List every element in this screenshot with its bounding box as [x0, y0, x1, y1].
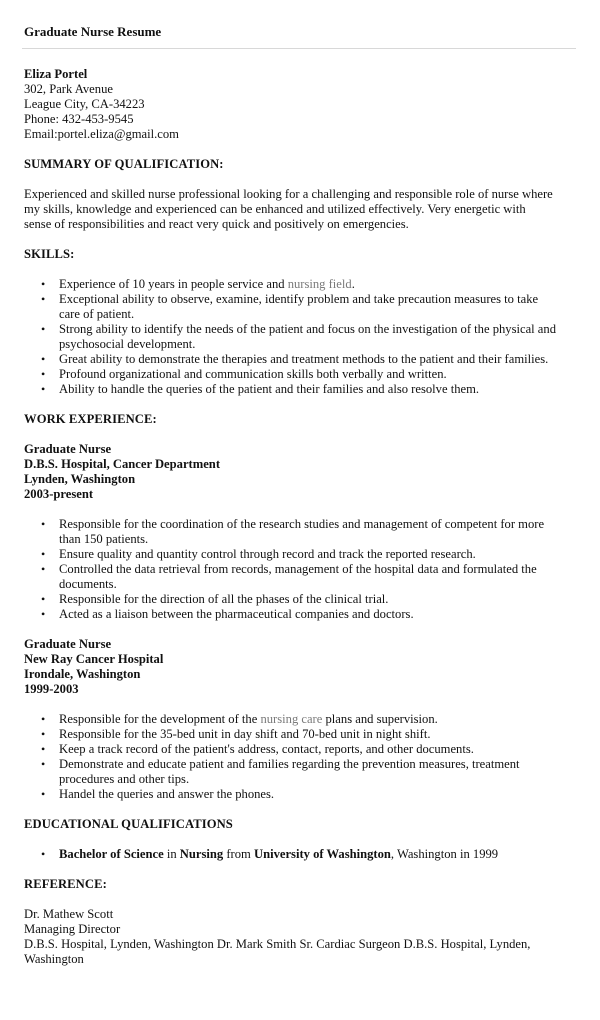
- education-text: from: [223, 847, 254, 861]
- job-employer: D.B.S. Hospital, Cancer Department: [24, 457, 221, 471]
- item-continuation: procedures and other tips.: [59, 772, 190, 786]
- item-link[interactable]: nursing field: [287, 277, 352, 291]
- education-list: [24, 847, 580, 862]
- list-item: [24, 367, 580, 382]
- summary-heading: SUMMARY OF QUALIFICATION:: [24, 157, 224, 171]
- item-text: Experience of 10 years in people service and: [59, 277, 288, 291]
- address-line-2: League City, CA-34223: [24, 97, 145, 111]
- summary-line: my skills, knowledge and experienced can be enhanced and utilized effectively. Very energetic with: [24, 202, 526, 216]
- job-dates: 2003-present: [24, 487, 94, 501]
- document-title: Graduate Nurse Resume: [24, 24, 162, 39]
- summary-paragraph: [24, 187, 580, 232]
- list-item: [24, 292, 580, 322]
- list-item: [24, 592, 580, 607]
- list-item: [24, 742, 580, 757]
- item-text: Exceptional ability to observe, examine, identify problem and take precaution measures to take: [59, 292, 539, 306]
- list-item: [24, 727, 580, 742]
- email: Email:portel.eliza@gmail.com: [24, 127, 179, 141]
- item-text: Ability to handle the queries of the patient and their families and also resolve them.: [59, 382, 480, 396]
- reference-line: D.B.S. Hospital, Lynden, Washington Dr. Mark Smith Sr. Cardiac Surgeon D.B.S. Hospital, Lynden,: [24, 937, 531, 951]
- job-role: Graduate Nurse: [24, 637, 112, 651]
- reference-heading: REFERENCE:: [24, 877, 107, 891]
- item-text: Acted as a liaison between the pharmaceutical companies and doctors.: [59, 607, 414, 621]
- list-item: [24, 322, 580, 352]
- list-item: [24, 277, 580, 292]
- item-text: Controlled the data retrieval from records, management of the hospital data and formulated the: [59, 562, 537, 576]
- reference-line: Dr. Mathew Scott: [24, 907, 114, 921]
- reference-line: Washington: [24, 952, 84, 966]
- job-entry: [24, 442, 580, 502]
- item-text: Responsible for the 35-bed unit in day shift and 70-bed unit in night shift.: [59, 727, 431, 741]
- school: University of Washington: [253, 847, 391, 861]
- skills-heading: SKILLS:: [24, 247, 75, 261]
- item-continuation: psychosocial development.: [59, 337, 196, 351]
- major: Nursing: [179, 847, 224, 861]
- list-item: [24, 382, 580, 397]
- item-text: Responsible for the coordination of the research studies and management of competent for more: [59, 517, 545, 531]
- list-item: [24, 847, 580, 862]
- item-text: Great ability to demonstrate the therapies and treatment methods to the patient and their families.: [59, 352, 549, 366]
- summary-line: sense of responsibilities and react very quick and positively on emergencies.: [24, 217, 409, 231]
- education-text: in: [163, 847, 180, 861]
- education-heading: EDUCATIONAL QUALIFICATIONS: [24, 817, 233, 831]
- title-divider: [22, 48, 576, 49]
- list-item: [24, 562, 580, 592]
- reference-block: [24, 907, 580, 967]
- work-heading: WORK EXPERIENCE:: [24, 412, 157, 426]
- item-text: Handel the queries and answer the phones.: [59, 787, 275, 801]
- job-employer: New Ray Cancer Hospital: [24, 652, 164, 666]
- item-text: Responsible for the direction of all the phases of the clinical trial.: [59, 592, 389, 606]
- phone: Phone: 432-453-9545: [24, 112, 134, 126]
- job-duties-list: [24, 517, 580, 622]
- address-line-1: 302, Park Avenue: [24, 82, 113, 96]
- job-entry: [24, 637, 580, 697]
- candidate-name: Eliza Portel: [24, 67, 88, 81]
- item-text: Keep a track record of the patient's address, contact, reports, and other documents.: [59, 742, 474, 756]
- resume-body: [24, 67, 580, 967]
- item-continuation: documents.: [59, 577, 117, 591]
- list-item: [24, 352, 580, 367]
- item-continuation: care of patient.: [59, 307, 135, 321]
- list-item: [24, 517, 580, 547]
- list-item: [24, 757, 580, 787]
- item-link[interactable]: nursing care: [260, 712, 323, 726]
- list-item: [24, 607, 580, 622]
- job-dates: 1999-2003: [24, 682, 79, 696]
- degree: Bachelor of Science: [59, 847, 164, 861]
- item-text: Ensure quality and quantity control through record and track the reported research.: [59, 547, 476, 561]
- education-text: , Washington in 1999: [390, 847, 499, 861]
- list-item: [24, 712, 580, 727]
- list-item: [24, 787, 580, 802]
- contact-block: [24, 67, 580, 142]
- item-text: Profound organizational and communication skills both verbally and written.: [59, 367, 447, 381]
- job-location: Irondale, Washington: [24, 667, 141, 681]
- job-role: Graduate Nurse: [24, 442, 112, 456]
- job-location: Lynden, Washington: [24, 472, 136, 486]
- item-text: Demonstrate and educate patient and families regarding the prevention measures, treatment: [59, 757, 520, 771]
- item-text: .: [351, 277, 355, 291]
- item-text: plans and supervision.: [322, 712, 438, 726]
- summary-line: Experienced and skilled nurse professional looking for a challenging and responsible role of nurse where: [24, 187, 553, 201]
- job-duties-list: [24, 712, 580, 802]
- item-text: Strong ability to identify the needs of the patient and focus on the investigation of the physical and: [59, 322, 556, 336]
- reference-line: Managing Director: [24, 922, 121, 936]
- item-continuation: than 150 patients.: [59, 532, 149, 546]
- list-item: [24, 547, 580, 562]
- skills-list: [24, 277, 580, 397]
- item-text: Responsible for the development of the: [59, 712, 261, 726]
